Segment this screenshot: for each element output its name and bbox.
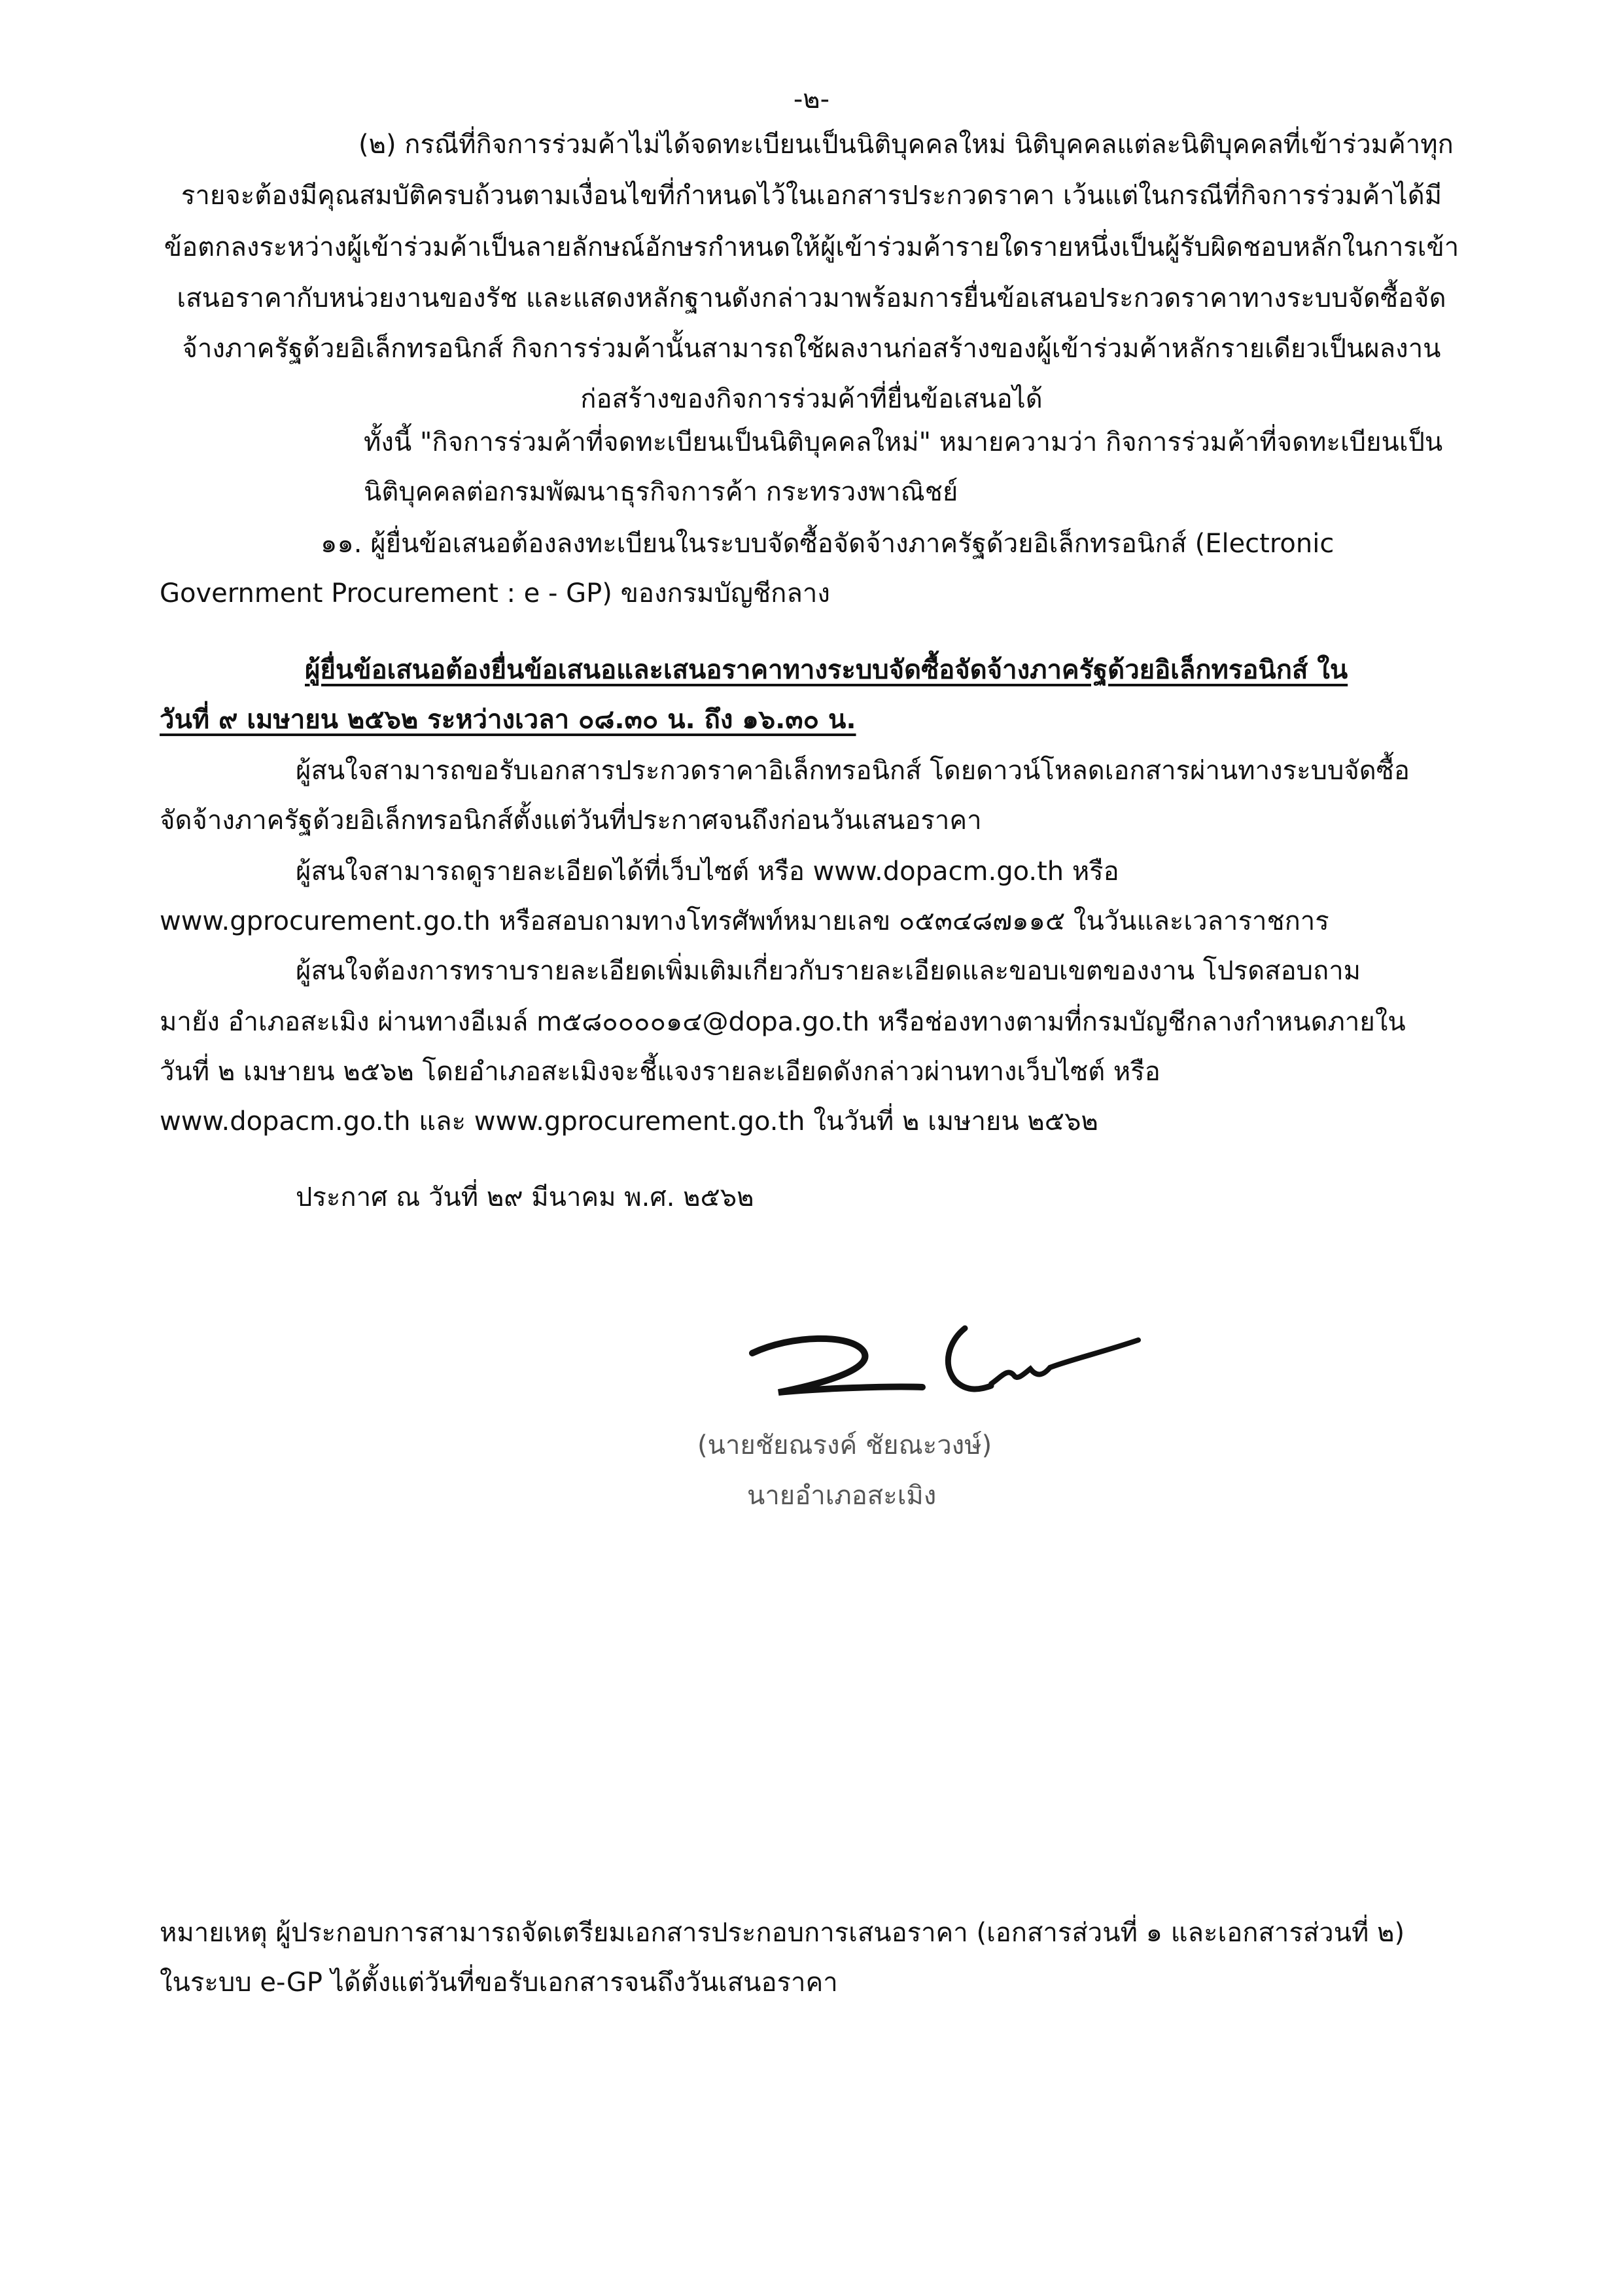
clause2-line: (๒) กรณีที่กิจการร่วมค้าไม่ได้จดทะเบียนเป็นนิติบุคคลใหม่ นิติบุคคลแต่ละนิติบุคคลที่เข้าร่วมค้าทุก bbox=[358, 130, 1454, 160]
signature-scribble bbox=[739, 1315, 1145, 1420]
download-line: ผู้สนใจสามารถขอรับเอกสารประกวดราคาอิเล็กทรอนิกส์ โดยดาวน์โหลดเอกสารผ่านทางระบบจัดซื้อ bbox=[296, 756, 1410, 786]
page-number: -๒- bbox=[793, 84, 830, 115]
submission-line: วันที่ ๙ เมษายน ๒๕๖๒ ระหว่างเวลา ๐๘.๓๐ น. ถึง ๑๖.๓๐ น. bbox=[160, 705, 856, 735]
clause11-line: Government Procurement : e - GP) ของกรมบัญชีกลาง bbox=[160, 578, 830, 609]
clause2-line: ก่อสร้างของกิจการร่วมค้าที่ยื่นข้อเสนอได้ bbox=[580, 384, 1043, 414]
note-line: หมายเหตุ ผู้ประกอบการสามารถจัดเตรียมเอกสารประกอบการเสนอราคา (เอกสารส่วนที่ ๑ และเอกสารส่วนที่ ๒) bbox=[160, 1918, 1405, 1948]
announcement-date: ประกาศ ณ วันที่ ๒๙ มีนาคม พ.ศ. ๒๕๖๒ bbox=[296, 1182, 754, 1212]
definition-line: นิติบุคคลต่อกรมพัฒนาธุรกิจการค้า กระทรวงพาณิชย์ bbox=[364, 477, 958, 507]
submission-line: ผู้ยื่นข้อเสนอต้องยื่นข้อเสนอและเสนอราคาทางระบบจัดซื้อจัดจ้างภาครัฐด้วยอิเล็กทรอนิกส์ ใน bbox=[305, 655, 1348, 685]
clause2-line: ข้อตกลงระหว่างผู้เข้าร่วมค้าเป็นลายลักษณ์อักษรกำหนดให้ผู้เข้าร่วมค้ารายใดรายหนึ่งเป็นผู้รับผิดชอบหลักในการเข้า bbox=[164, 232, 1459, 262]
signatory-name: (นายชัยณรงค์ ชัยณะวงษ์) bbox=[697, 1430, 992, 1460]
inquiry-line: ผู้สนใจต้องการทราบรายละเอียดเพิ่มเติมเกี่ยวกับรายละเอียดและขอบเขตของงาน โปรดสอบถาม bbox=[296, 956, 1361, 986]
inquiry-line: มายัง อำเภอสะเมิง ผ่านทางอีเมล์ m๕๘๐๐๐๐๑๔@dopa.go.th หรือช่องทางตามที่กรมบัญชีกลางกำหนดภายใน bbox=[160, 1007, 1406, 1037]
details-line: www.gprocurement.go.th หรือสอบถามทางโทรศัพท์หมายเลข ๐๕๓๔๘๗๑๑๕ ในวันและเวลาราชการ bbox=[160, 906, 1329, 936]
clause2-line: จ้างภาครัฐด้วยอิเล็กทรอนิกส์ กิจการร่วมค้านั้นสามารถใช้ผลงานก่อสร้างของผู้เข้าร่วมค้าหลักรายเดียวเป็นผลงาน bbox=[182, 334, 1441, 364]
signatory-position: นายอำเภอสะเมิง bbox=[747, 1481, 937, 1511]
clause2-line: เสนอราคากับหน่วยงานของรัช และแสดงหลักฐานดังกล่าวมาพร้อมการยื่นข้อเสนอประกวดราคาทางระบบจัดซื้อจัด bbox=[177, 283, 1446, 313]
inquiry-line: www.dopacm.go.th และ www.gprocurement.go.th ในวันที่ ๒ เมษายน ๒๕๖๒ bbox=[160, 1106, 1098, 1137]
definition-line: ทั้งนี้ "กิจการร่วมค้าที่จดทะเบียนเป็นนิติบุคคลใหม่" หมายความว่า กิจการร่วมค้าที่จดทะเบียนเป็น bbox=[364, 427, 1443, 457]
note-line: ในระบบ e-GP ได้ตั้งแต่วันที่ขอรับเอกสารจนถึงวันเสนอราคา bbox=[160, 1968, 838, 1998]
clause11-line: ๑๑. ผู้ยื่นข้อเสนอต้องลงทะเบียนในระบบจัดซื้อจัดจ้างภาครัฐด้วยอิเล็กทรอนิกส์ (Electronic bbox=[321, 529, 1335, 559]
inquiry-line: วันที่ ๒ เมษายน ๒๕๖๒ โดยอำเภอสะเมิงจะชี้แจงรายละเอียดดังกล่าวผ่านทางเว็บไซต์ หรือ bbox=[160, 1057, 1161, 1087]
clause2-line: รายจะต้องมีคุณสมบัติครบถ้วนตามเงื่อนไขที่กำหนดไว้ในเอกสารประกวดราคา เว้นแต่ในกรณีที่กิจการร่วมค้าได้มี bbox=[181, 181, 1442, 211]
details-line: ผู้สนใจสามารถดูรายละเอียดได้ที่เว็บไซต์ หรือ www.dopacm.go.th หรือ bbox=[296, 857, 1119, 887]
download-line: จัดจ้างภาครัฐด้วยอิเล็กทรอนิกส์ตั้งแต่วันที่ประกาศจนถึงก่อนวันเสนอราคา bbox=[160, 805, 982, 836]
